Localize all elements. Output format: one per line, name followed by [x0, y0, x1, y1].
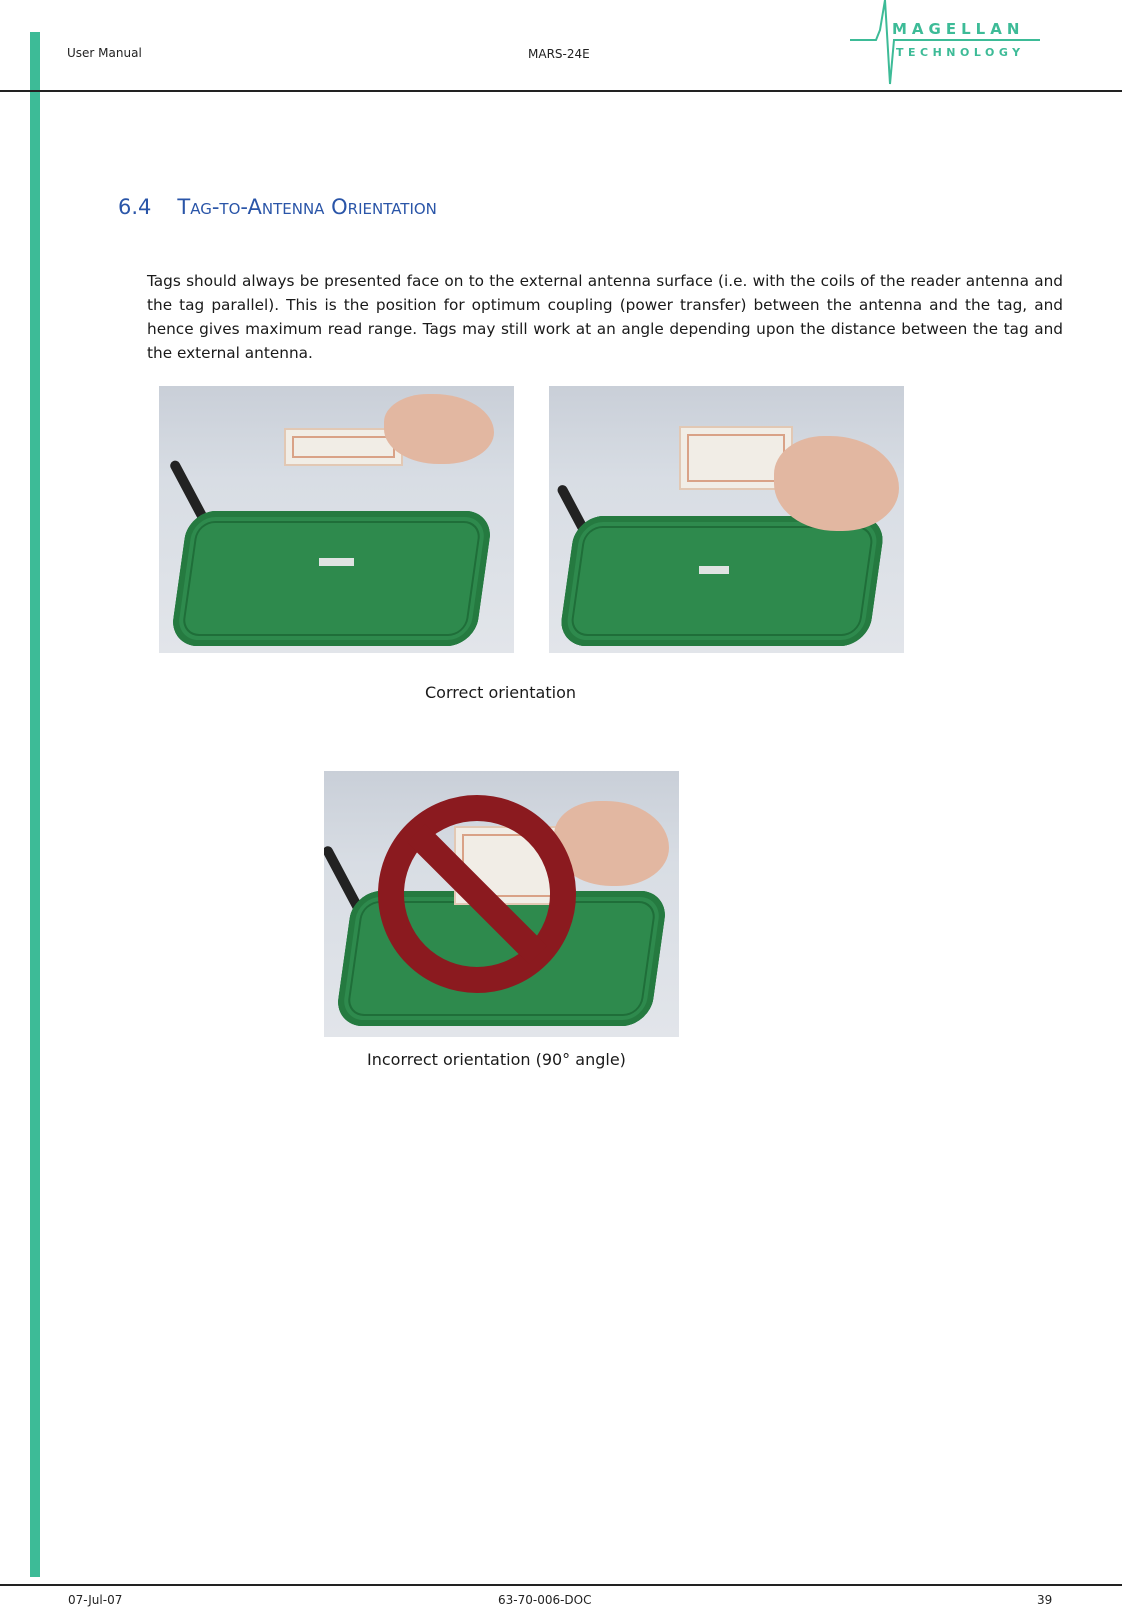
body-paragraph: Tags should always be presented face on to the external antenna surface (i.e. with the coils of the reader antenna and the tag parallel). This is the position for optimum coupling (power transfer) between the antenna and the tag, and hence gives maximum read range. Tags may still work at an angle depending upon the distance between the tag and the external antenna. [147, 272, 1063, 362]
caption-incorrect-orientation: Incorrect orientation (90° angle) [367, 1050, 626, 1069]
pad-label [699, 566, 729, 574]
footer-doc-number: 63-70-006-DOC [498, 1593, 592, 1607]
caption-correct-orientation: Correct orientation [425, 683, 577, 702]
section-title: Tag-to-Antenna Orientation [177, 195, 437, 219]
hand [384, 394, 494, 464]
prohibition-icon [376, 793, 578, 995]
logo-pulse-icon [850, 0, 1040, 88]
hand [774, 436, 899, 531]
section-heading [118, 195, 437, 219]
photo-correct-orientation-2 [549, 386, 904, 653]
footer-divider [0, 1584, 1122, 1586]
logo-word-magellan: MAGELLAN [892, 20, 1025, 38]
logo-word-technology: TECHNOLOGY [896, 46, 1025, 59]
photo-correct-orientation-1 [159, 386, 514, 653]
sidebar-accent-bar [30, 32, 40, 1577]
header-product-name: MARS-24E [528, 47, 590, 61]
footer-date: 07-Jul-07 [68, 1593, 123, 1607]
section-number: 6.4 [118, 195, 152, 219]
antenna-pad [558, 516, 886, 646]
header-document-type: User Manual [67, 46, 142, 60]
photo-incorrect-orientation [324, 771, 679, 1037]
pad-label [319, 558, 354, 566]
magellan-logo [850, 0, 1040, 88]
header-divider [0, 90, 1122, 92]
antenna-pad [170, 511, 494, 646]
footer-page-number: 39 [1037, 1593, 1053, 1607]
